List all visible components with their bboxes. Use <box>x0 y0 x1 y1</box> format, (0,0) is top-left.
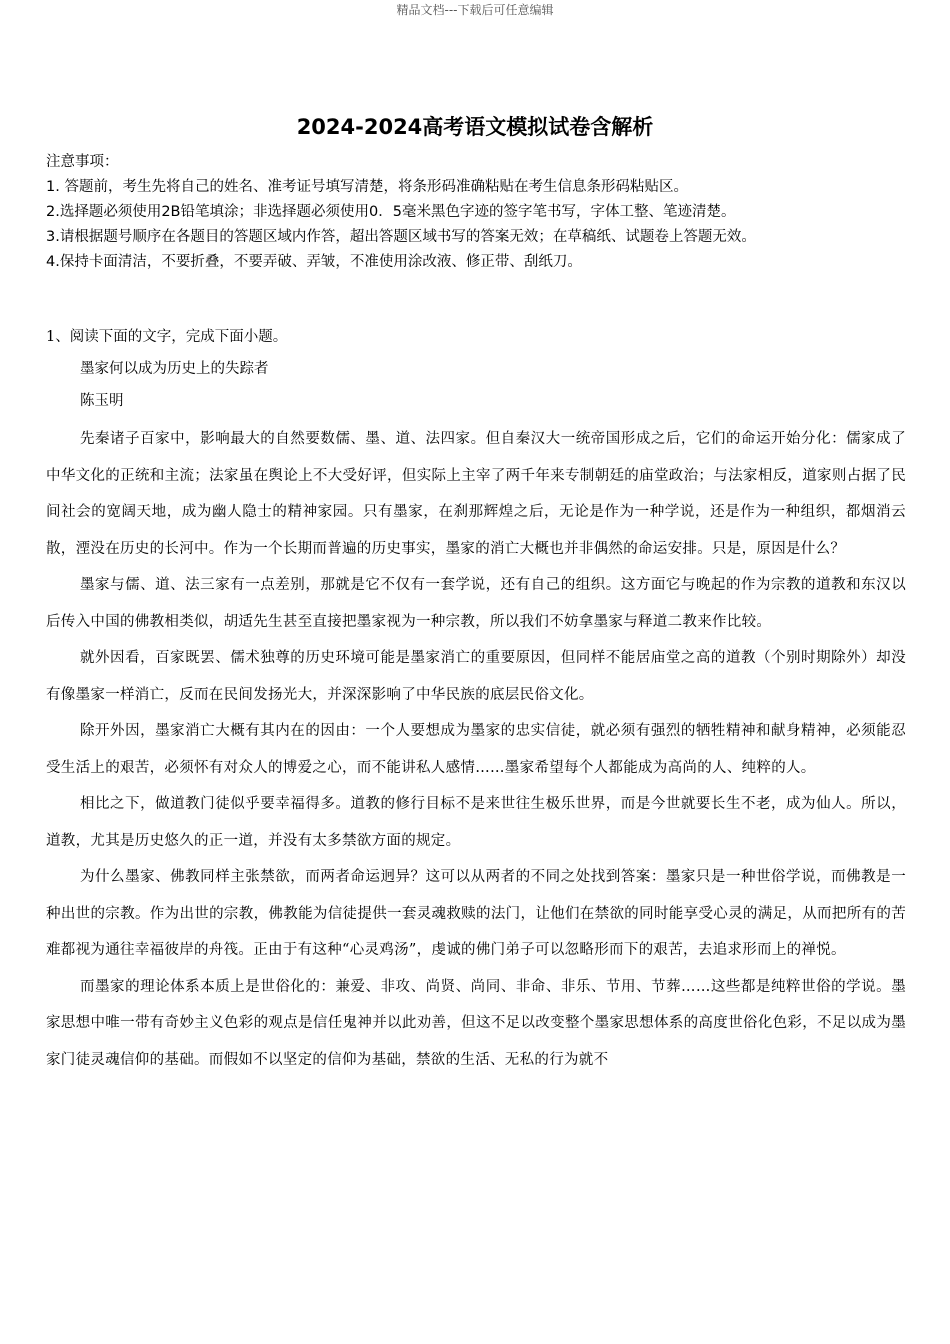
article-paragraph: 除开外因，墨家消亡大概有其内在的因由：一个人要想成为墨家的忠实信徒，就必须有强烈的牺牲精神和献身精神，必须能忍受生活上的艰苦，必须怀有对众人的博爱之心，而不能讲私人感情……墨家希望每个人都能成为高尚的人、纯粹的人。 <box>46 723 906 776</box>
page-header: 精品文档---下载后可任意编辑 <box>396 3 554 17</box>
article-paragraph: 相比之下，做道教门徒似乎要幸福得多。道教的修行目标不是来世往生极乐世界，而是今世就要长生不老，成为仙人。所以，道教，尤其是历史悠久的正一道，并没有太多禁欲方面的规定。 <box>46 796 906 849</box>
article-paragraph: 就外因看，百家既罢、儒术独尊的历史环境可能是墨家消亡的重要原因，但同样不能居庙堂之高的道教（个别时期除外）却没有像墨家一样消亡，反而在民间发扬光大，并深深影响了中华民族的底层民俗文化。 <box>46 650 906 703</box>
notice-item: 4.保持卡面清洁，不要折叠，不要弄破、弄皱，不准使用涂改液、修正带、刮纸刀。 <box>46 254 582 270</box>
article-title: 墨家何以成为历史上的失踪者 <box>80 361 269 377</box>
article-paragraph: 先秦诸子百家中，影响最大的自然要数儒、墨、道、法四家。但自秦汉大一统帝国形成之后，它们的命运开始分化：儒家成了中华文化的正统和主流；法家虽在舆论上不大受好评，但实际上主宰了两千年来专制朝廷的庙堂政治；与法家相反，道家则占据了民间社会的宽阔天地，成为幽人隐士的精神家园。只有墨家，在刹那辉煌之后，无论是作为一种学说，还是作为一种组织，都烟消云散，湮没在历史的长河中。作为一个长期而普遍的历史事实，墨家的消亡大概也并非偶然的命运安排。只是，原因是什么？ <box>46 431 906 557</box>
notice-item: 1. 答题前，考生先将自己的姓名、准考证号填写清楚，将条形码准确粘贴在考生信息条形码粘贴区。 <box>46 179 688 195</box>
question-1 <box>46 325 906 1078</box>
notice-section <box>46 150 916 275</box>
page-title: 2024-2024高考语文模拟试卷含解析 <box>296 115 654 139</box>
question-stem: 1、阅读下面的文字，完成下面小题。 <box>46 329 288 345</box>
article-paragraph: 墨家与儒、道、法三家有一点差别，那就是它不仅有一套学说，还有自己的组织。这方面它与晚起的作为宗教的道教和东汉以后传入中国的佛教相类似，胡适先生甚至直接把墨家视为一种宗教，所以我们不妨拿墨家与释道二教来作比较。 <box>46 577 906 630</box>
notice-item: 3.请根据题号顺序在各题目的答题区域内作答，超出答题区域书写的答案无效；在草稿纸、试题卷上答题无效。 <box>46 229 756 245</box>
notice-item: 2.选择题必须使用2B铅笔填涂；非选择题必须使用0．5毫米黑色字迹的签字笔书写，字体工整、笔迹清楚。 <box>46 204 736 220</box>
article-author: 陈玉明 <box>80 393 124 409</box>
article-paragraph: 为什么墨家、佛教同样主张禁欲，而两者命运迥异？这可以从两者的不同之处找到答案：墨家只是一种世俗学说，而佛教是一种出世的宗教。作为出世的宗教，佛教能为信徒提供一套灵魂救赎的法门，让他们在禁欲的同时能享受心灵的满足，从而把所有的苦难都视为通往幸福彼岸的舟筏。正由于有这种“心灵鸡汤”，虔诚的佛门弟子可以忽略形而下的艰苦，去追求形而上的禅悦。 <box>46 869 906 958</box>
article-paragraph: 而墨家的理论体系本质上是世俗化的：兼爱、非攻、尚贤、尚同、非命、非乐、节用、节葬……这些都是纯粹世俗的学说。墨家思想中唯一带有奇妙主义色彩的观点是信任鬼神并以此劝善，但这不足以改变整个墨家思想体系的高度世俗化色彩，不足以成为墨家门徒灵魂信仰的基础。而假如不以坚定的信仰为基础，禁欲的生活、无私的行为就不 <box>46 978 906 1068</box>
notice-heading: 注意事项： <box>46 154 119 170</box>
